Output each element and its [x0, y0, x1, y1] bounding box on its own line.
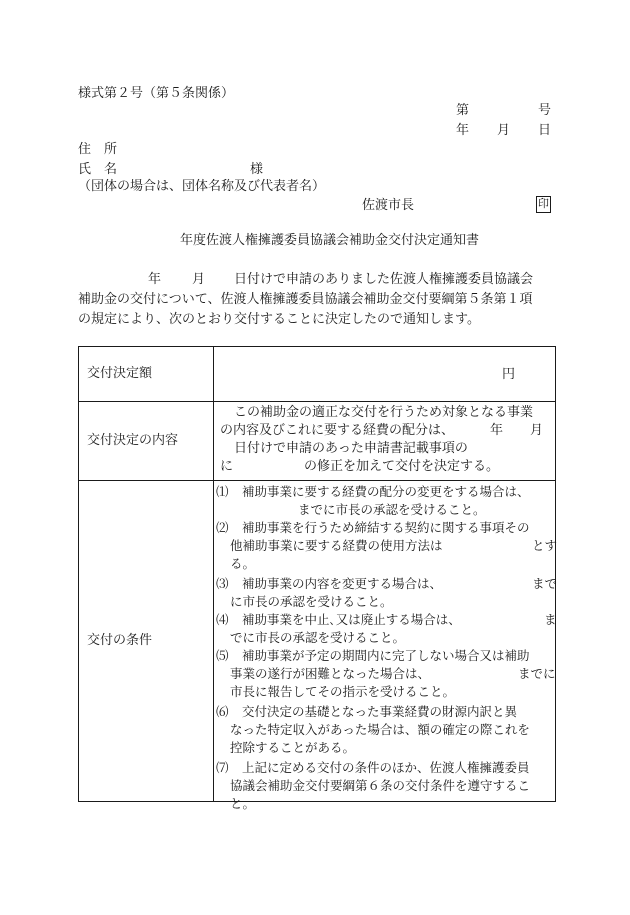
form-number: 様式第２号（第５条関係）: [78, 86, 235, 101]
condition-7-number: ⑺: [216, 760, 229, 775]
intro-year-label: 年: [148, 272, 162, 287]
condition-4-line-1b: ま: [544, 612, 557, 627]
condition-1-line-2: までに市長の承認を受けること。: [298, 502, 486, 517]
content-line-4a: に: [220, 459, 234, 474]
intro-line-1: 日付けで申請のありました佐渡人権擁護委員協議会: [234, 272, 534, 287]
condition-5-line-3: 市長に報告してその指示を受けること。: [230, 684, 456, 699]
seal-mark: [536, 196, 551, 214]
condition-6-line-3: 控除することがある。: [230, 740, 356, 755]
date-month-label: 月: [497, 123, 511, 138]
seal-icon: 印: [536, 196, 551, 213]
content-line-2b: 年: [490, 423, 504, 438]
condition-3-line-2: に市長の承認を受けること。: [230, 594, 393, 609]
condition-1-number: ⑴: [216, 484, 229, 499]
grant-decision-table: [78, 346, 558, 811]
doc-number-prefix: 第: [456, 103, 470, 118]
name-label: 氏 名: [78, 162, 118, 177]
condition-6-line-1: 交付決定の基礎となった事業経費の財源内訳と異: [242, 704, 518, 719]
condition-7-line-3: と。: [230, 796, 256, 811]
condition-4-line-1a: 補助事業を中止､又は廃止する場合は、: [242, 612, 461, 627]
row-content: [79, 402, 556, 481]
condition-3-number: ⑶: [216, 576, 229, 591]
condition-3-line-1a: 補助事業の内容を変更する場合は、: [242, 576, 443, 591]
conditions-label: 交付の条件: [79, 481, 214, 802]
condition-6-number: ⑹: [216, 704, 229, 719]
condition-1-line-1: 補助事業に要する経費の配分の変更をする場合は、: [242, 484, 530, 499]
content-line-4b: の修正を加えて交付を決定する。: [304, 459, 500, 474]
condition-4-number: ⑷: [216, 612, 229, 627]
doc-number-suffix: 号: [538, 103, 552, 118]
content-line-2a: の内容及びこれに要する経費の配分は、: [220, 423, 455, 438]
condition-2-line-2b: とす: [532, 538, 558, 553]
intro-line-2: 補助金の交付について、佐渡人権擁護委員協議会補助金交付要綱第５条第１項: [78, 292, 533, 307]
condition-2-line-1: 補助事業を行うため締結する契約に関する事項その: [242, 520, 530, 535]
amount-unit: 円: [502, 367, 516, 382]
condition-2-line-3: る。: [230, 556, 256, 571]
condition-6-line-2: なった特定収入があった場合は、額の確定の際これを: [230, 722, 530, 737]
condition-5-line-2b: までに: [518, 666, 556, 681]
condition-7-line-2: 協議会補助金交付要綱第６条の交付条件を遵守するこ: [230, 778, 531, 793]
intro-month-label: 月: [192, 272, 206, 287]
condition-2-number: ⑵: [216, 520, 229, 535]
honorific: 様: [250, 162, 264, 177]
intro-line-3: の規定により、次のとおり交付することに決定したので通知します。: [78, 312, 480, 327]
conditions-cell: [214, 481, 558, 811]
condition-2-line-2a: 他補助事業に要する経費の使用方法は: [230, 538, 443, 553]
address-label: 住 所: [78, 142, 118, 157]
issuer-title: 佐渡市長: [362, 198, 415, 213]
content-line-3: 日付けで申請のあった申請書記載事項の: [234, 441, 468, 456]
condition-5-line-2a: 事業の遂行が困難となった場合は、: [230, 666, 431, 681]
amount-label: 交付決定額: [79, 347, 214, 402]
group-note: （団体の場合は、団体名称及び代表者名）: [78, 179, 326, 194]
content-label: 交付決定の内容: [79, 402, 214, 481]
date-year-label: 年: [456, 123, 470, 138]
amount-value-cell: [214, 347, 556, 402]
condition-5-number: ⑸: [216, 648, 229, 663]
content-line-2c: 月: [530, 423, 544, 438]
date-day-label: 日: [538, 123, 552, 138]
content-line-1: この補助金の適正な交付を行うため対象となる事業: [234, 405, 534, 420]
row-amount: [79, 347, 556, 402]
condition-7-line-1: 上記に定める交付の条件のほか、佐渡人権擁護委員: [242, 760, 530, 775]
condition-5-line-1: 補助事業が予定の期間内に完了しない場合又は補助: [242, 648, 530, 663]
row-conditions: [79, 481, 556, 802]
content-cell: [214, 402, 556, 481]
condition-3-line-1b: まで: [532, 576, 558, 591]
condition-4-line-2: でに市長の承認を受けること。: [230, 630, 406, 645]
document-title: 年度佐渡人権擁護委員協議会補助金交付決定通知書: [180, 233, 480, 248]
